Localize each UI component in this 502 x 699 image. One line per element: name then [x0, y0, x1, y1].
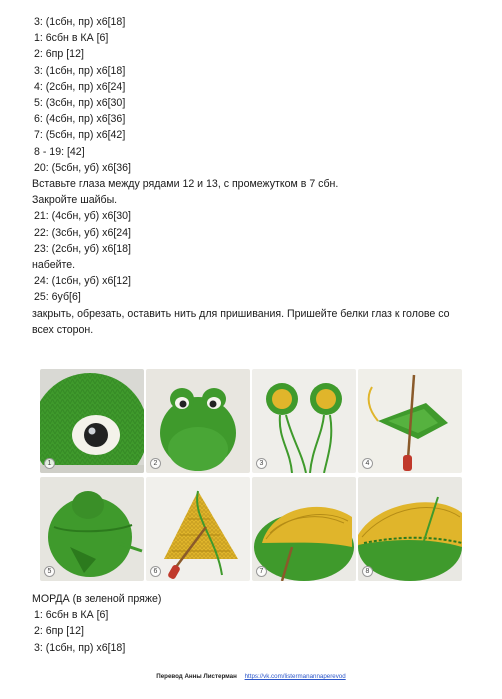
- photo-1: [40, 369, 144, 473]
- pattern-rows-head: [32, 14, 472, 338]
- section-heading-muzzle: МОРДА (в зеленой пряже): [32, 593, 162, 605]
- photo-number: 7: [256, 566, 267, 577]
- instruction-finish: закрыть, обрезать, оставить нить для пришивания. Пришейте белки глаз к голове со всех сторон.: [32, 307, 450, 336]
- row-6: 6: (4сбн, пр) х6[36]: [34, 113, 126, 126]
- photo-number: 5: [44, 566, 55, 577]
- row-7: 7: (5сбн, пр) х6[42]: [34, 129, 126, 142]
- row-8-19: 8 - 19: [42]: [34, 145, 85, 158]
- photo-5: [40, 477, 144, 581]
- row-21: 21: (4сбн, уб) х6[30]: [34, 210, 132, 223]
- yellow-shell-on-head-icon: [252, 477, 356, 581]
- crochet-head-eye-closeup-icon: [40, 369, 144, 473]
- photo-6: [146, 477, 250, 581]
- photo-number: 4: [362, 458, 373, 469]
- muzzle-row-3: 3: (1сбн, пр) х6[18]: [34, 641, 126, 654]
- photo-7: [252, 477, 356, 581]
- row-2: 2: 6пр [12]: [34, 48, 84, 61]
- photo-number: 3: [256, 458, 267, 469]
- muzzle-row-2: 2: 6пр [12]: [34, 625, 84, 638]
- footer: [0, 673, 502, 680]
- footer-author: Перевод Анны Листерман: [156, 673, 237, 680]
- instruction-eyes: Вставьте глаза между рядами 12 и 13, с промежутком в 7 сбн.: [32, 178, 339, 191]
- row-3b: 3: (1сбн, пр) х6[18]: [34, 64, 126, 77]
- crochet-head-front-eyes-icon: [146, 369, 250, 473]
- crochet-flap-with-hook-icon: [358, 369, 462, 473]
- yellow-green-discs-icon: [252, 369, 356, 473]
- row-25: 25: 6уб[6]: [34, 291, 81, 304]
- row-3: 3: (1сбн, пр) х6[18]: [34, 16, 126, 28]
- pattern-rows-muzzle: [32, 591, 472, 656]
- muzzle-row-1: 1: 6сбн в КА [6]: [34, 609, 109, 622]
- photo-4: [358, 369, 462, 473]
- row-20: 20: (5сбн, уб) х6[36]: [34, 161, 132, 174]
- row-5: 5: (3сбн, пр) х6[30]: [34, 97, 126, 110]
- row-24: 24: (1сбн, уб) х6[12]: [34, 275, 132, 288]
- yellow-shell-stitched-icon: [358, 477, 462, 581]
- photo-grid: [40, 369, 462, 581]
- row-1: 1: 6сбн в КА [6]: [34, 32, 109, 45]
- photo-2: [146, 369, 250, 473]
- footer-link[interactable]: https://vk.com/listermanannaperevod: [244, 673, 346, 680]
- row-22: 22: (3сбн, уб) х6[24]: [34, 226, 132, 239]
- row-23: 23: (2сбн, уб) х6[18]: [34, 242, 132, 255]
- yellow-triangle-piece-icon: [146, 477, 250, 581]
- photo-number: 2: [150, 458, 161, 469]
- crochet-head-shell-sewn-icon: [40, 477, 144, 581]
- instruction-stuff: набейте.: [32, 259, 76, 272]
- photo-number: 1: [44, 458, 55, 469]
- row-4: 4: (2сбн, пр) х6[24]: [34, 80, 126, 93]
- photo-number: 6: [150, 566, 161, 577]
- instruction-washers: Закройте шайбы.: [32, 194, 118, 207]
- photo-3: [252, 369, 356, 473]
- photo-number: 8: [362, 566, 373, 577]
- photo-8: [358, 477, 462, 581]
